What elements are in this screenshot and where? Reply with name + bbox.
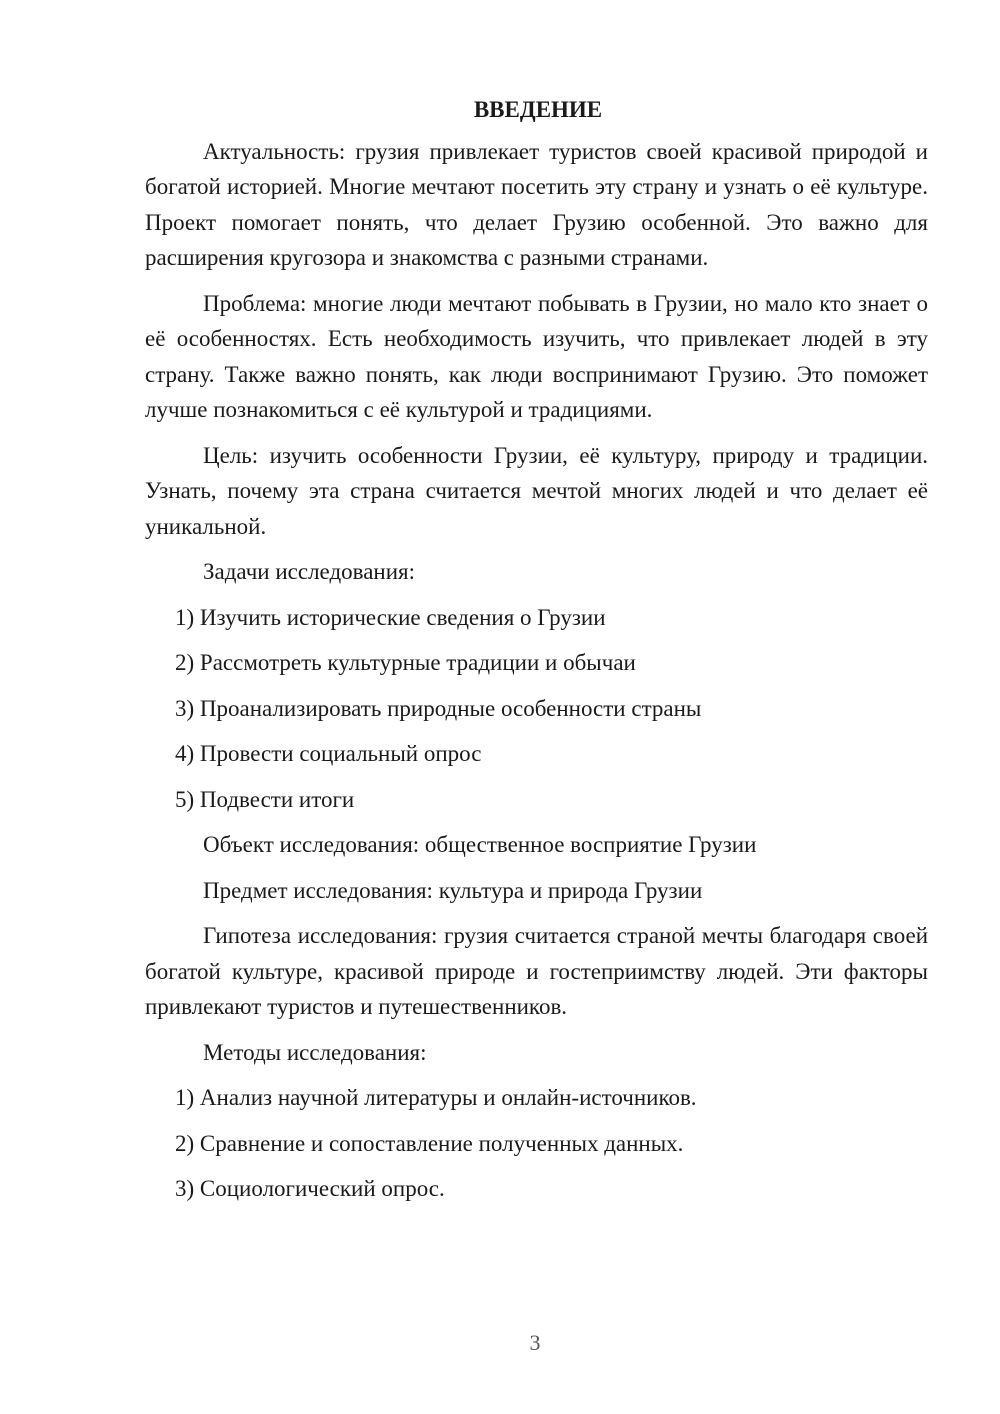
object-line: Объект исследования: общественное восприятие Грузии [203, 832, 757, 857]
goal-paragraph: Цель: изучить особенности Грузии, её культуру, природу и традиции. Узнать, почему эта страна считается мечтой многих людей и что делает её уникальной. [145, 442, 928, 539]
task-item-5: 5) Подвести итоги [175, 786, 355, 812]
task-item-4: 4) Провести социальный опрос [175, 741, 482, 766]
methods-heading: Методы исследования: [203, 1039, 427, 1065]
task-item-1: 1) Изучить исторические сведения о Грузии [175, 604, 606, 630]
relevance-paragraph: Актуальность: грузия привлекает туристов своей красивой природой и богатой историей. Многие мечтают посетить эту страну и узнать о её культуре. Проект помогает понять, что делает Грузию особенной. Это важно для расширения кругозора и знакомства с разными странами. [145, 138, 928, 270]
page-title: ВВЕДЕНИЕ [473, 97, 603, 122]
tasks-heading: Задачи исследования: [203, 559, 416, 584]
page-number: 3 [529, 1330, 541, 1355]
method-item-2: 2) Сравнение и сопоставление полученных данных. [175, 1130, 684, 1156]
problem-paragraph: Проблема: многие люди мечтают побывать в Грузии, но мало кто знает о её особенностях. Есть необходимость изучить, что привлекает людей в эту страну. Также важно понять, как люди воспринимают Грузию. Это поможет лучше познакомиться с её культурой и традициями. [145, 290, 928, 422]
hypothesis-paragraph: Гипотеза исследования: грузия считается страной мечты благодаря своей богатой культуре, красивой природе и гостеприимству людей. Эти факторы привлекают туристов и путешественников. [145, 923, 928, 1019]
document-page [145, 92, 928, 1217]
task-item-3: 3) Проанализировать природные особенности страны [175, 695, 702, 721]
task-item-2: 2) Рассмотреть культурные традиции и обычаи [175, 650, 636, 675]
method-item-3: 3) Социологический опрос. [175, 1176, 445, 1201]
subject-line: Предмет исследования: культура и природа Грузии [203, 877, 703, 903]
method-item-1: 1) Анализ научной литературы и онлайн-источников. [175, 1085, 697, 1110]
